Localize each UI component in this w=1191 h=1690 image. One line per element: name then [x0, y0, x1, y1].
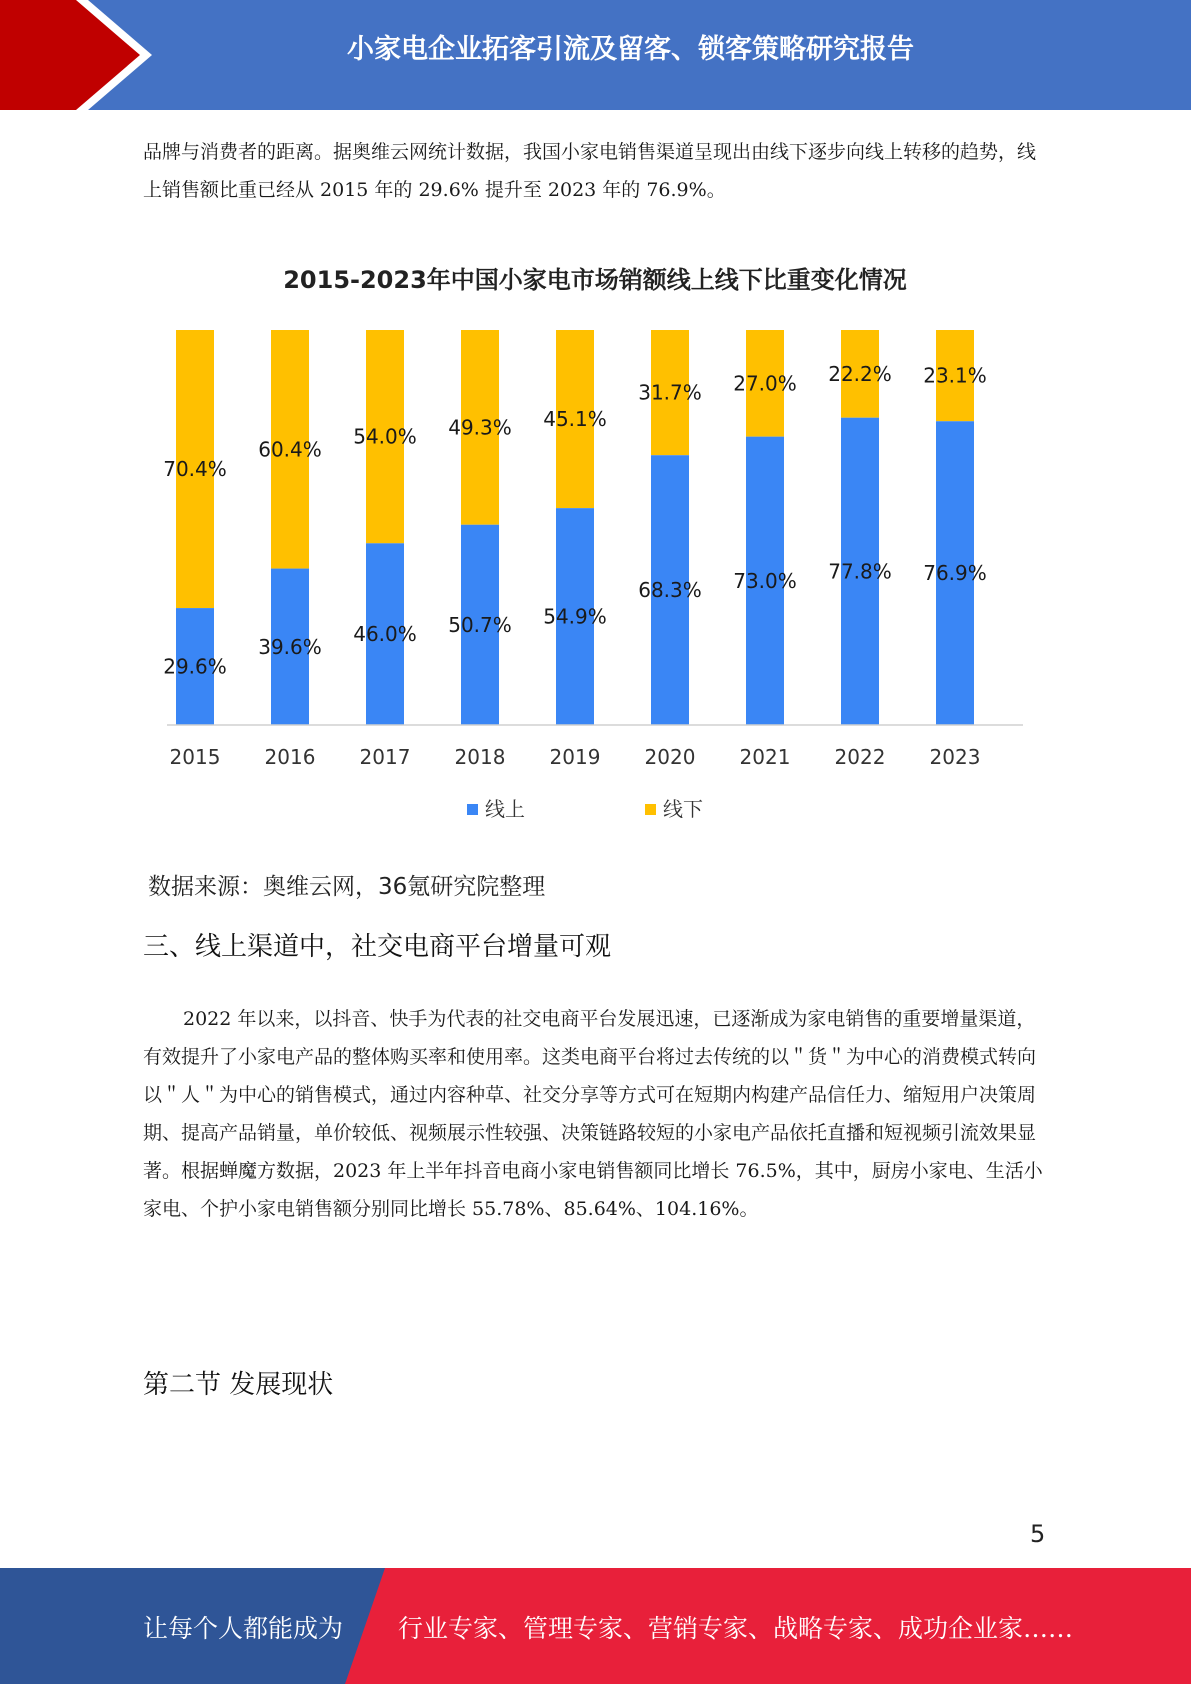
x-tick-2017: 2017 — [359, 745, 411, 769]
x-tick-2019: 2019 — [549, 745, 601, 769]
label-offline-2015: 70.4% — [163, 457, 227, 482]
legend-label-线上: 线上 — [485, 797, 525, 821]
x-tick-2021: 2021 — [739, 745, 791, 769]
report-title: 小家电企业拓客引流及留客、锁客策略研究报告 — [347, 34, 914, 65]
label-online-2019: 54.9% — [543, 604, 607, 629]
label-offline-2021: 27.0% — [733, 371, 797, 396]
label-offline-2019: 45.1% — [543, 407, 607, 432]
label-online-2022: 77.8% — [828, 559, 892, 584]
data-source-note: 数据来源：奥维云网，36氪研究院整理 — [148, 874, 546, 900]
section-heading: 三、线上渠道中，社交电商平台增量可观 — [143, 932, 612, 962]
label-online-2017: 46.0% — [353, 622, 417, 647]
label-online-2016: 39.6% — [258, 634, 322, 659]
intro-paragraph: 品牌与消费者的距离。据奥维云网统计数据，我国小家电销售渠道呈现出由线下逐步向线上转移的趋势，线上销售额比重已经从 2015 年的 29.6% 提升至 2023 年的 76.9%。 — [143, 141, 1037, 201]
page-footer — [0, 1568, 1191, 1684]
label-offline-2020: 31.7% — [638, 380, 702, 405]
label-online-2018: 50.7% — [448, 612, 512, 637]
label-offline-2016: 60.4% — [258, 437, 322, 462]
legend-swatch-线下 — [645, 804, 656, 815]
x-tick-2022: 2022 — [834, 745, 886, 769]
x-tick-2015: 2015 — [169, 745, 221, 769]
footer-slogan-right: 行业专家、管理专家、营销专家、战略专家、成功企业家…… — [398, 1614, 1074, 1643]
body-paragraph: 2022 年以来，以抖音、快手为代表的社交电商平台发展迅速，已逐渐成为家电销售的重要增量渠道，有效提升了小家电产品的整体购买率和使用率。这类电商平台将过去传统的以＂货＂为中心的消费模式转向以＂人＂为中心的销售模式，通过内容种草、社交分享等方式可在短期内构建产品信任力、缩短用户决策周期、提高产品销量，单价较低、视频展示性较强、决策链路较短的小家电产品依托直播和短视频引流效果显著。根据蝉魔方数据，2023 年上半年抖音电商小家电销售额同比增长 76.5%，其中，厨房小家电、生活小家电、个护小家电销售额分别同比增长 55.78%、85.64%、104.16%。 — [143, 1008, 1043, 1220]
subsection-heading: 第二节 发展现状 — [143, 1370, 334, 1400]
legend-swatch-线上 — [467, 804, 478, 815]
footer-slogan-left: 让每个人都能成为 — [143, 1614, 344, 1643]
page-header — [0, 0, 1191, 110]
label-online-2023: 76.9% — [923, 561, 987, 586]
label-offline-2017: 54.0% — [353, 424, 417, 449]
x-tick-2023: 2023 — [929, 745, 981, 769]
label-online-2015: 29.6% — [163, 654, 227, 679]
legend-label-线下: 线下 — [663, 797, 703, 821]
stacked-bar-chart — [155, 250, 1035, 850]
label-online-2020: 68.3% — [638, 578, 702, 603]
label-offline-2022: 22.2% — [828, 361, 892, 386]
label-offline-2018: 49.3% — [448, 415, 512, 440]
label-online-2021: 73.0% — [733, 568, 797, 593]
x-tick-2016: 2016 — [264, 745, 316, 769]
x-tick-2018: 2018 — [454, 745, 506, 769]
x-tick-2020: 2020 — [644, 745, 696, 769]
page-number: 5 — [1030, 1520, 1046, 1548]
label-offline-2023: 23.1% — [923, 363, 987, 388]
chart-title: 2015-2023年中国小家电市场销额线上线下比重变化情况 — [283, 266, 907, 294]
sales-channel-chart — [155, 250, 1035, 850]
